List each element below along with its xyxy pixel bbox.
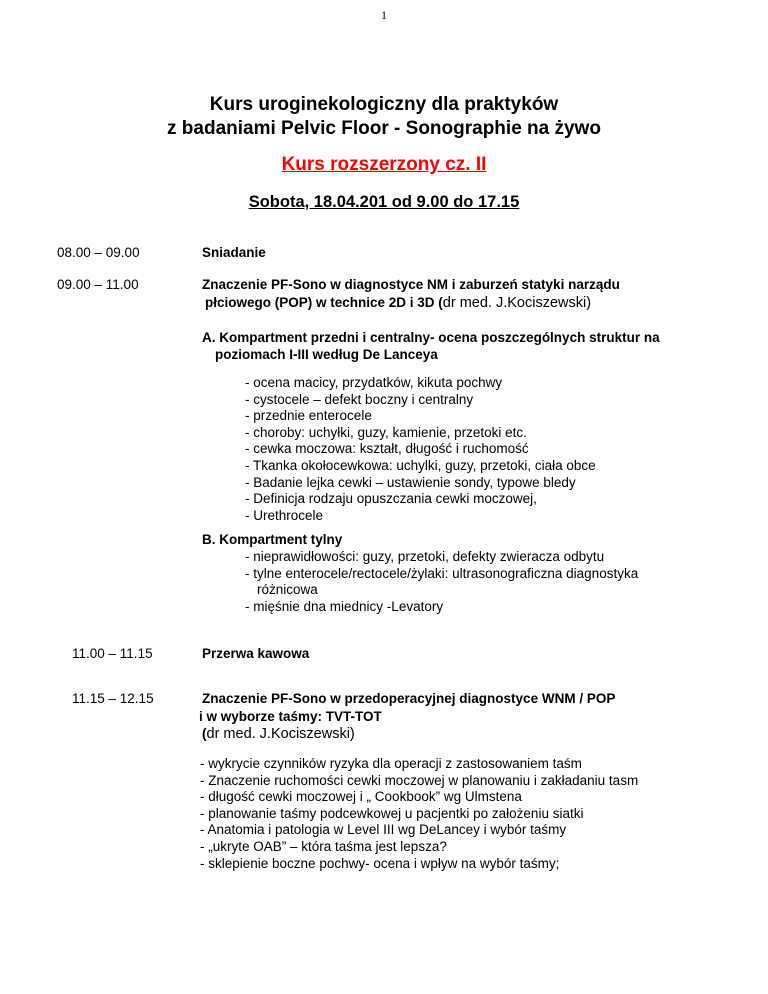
slot-title-line1: Znaczenie PF-Sono w diagnostyce NM i zaburzeń statyki narządu [202,277,620,292]
slot-title-bold-part: ( [202,726,207,741]
slot-title: Przerwa kawowa [202,646,310,661]
list-item: - wykrycie czynników ryzyka dla operacji z zastosowaniem taśm [200,756,582,771]
slot-title-bold-part: płciowego (POP) w technice 2D i 3D ( [205,295,443,310]
section-a-title-line1: A. Kompartment przedni i centralny- ocena poszczególnych struktur na [202,330,660,345]
slot-title-line3 [202,726,355,742]
slot-title-line2 [205,295,591,311]
section-b-title: B. Kompartment tylny [202,532,343,547]
section-b-list [245,549,638,615]
slot-title-line2: i w wyborze taśmy: TVT-TOT [199,709,382,724]
list-item: - ocena macicy, przydatków, kikuta pochwy [245,375,503,390]
list-item: - planowanie taśmy podcewkowej u pacjentki po założeniu siatki [200,805,584,821]
list-item: - choroby: uchyłki, guzy, kamienie, przetoki etc. [245,424,527,440]
list-item: - Badanie lejka cewki – ustawienie sondy, typowe bledy [245,474,576,490]
course-title-line2: z badaniami Pelvic Floor - Sonographie na żywo [167,118,601,139]
list-item: - Anatomia i patologia w Level III wg DeLancey i wybór taśmy [200,822,567,838]
list-item: - tylne enterocele/rectocele/żylaki: ultrasonograficzna diagnostyka [245,565,639,581]
list-item: różnicowa [257,582,318,598]
list-item: - długość cewki moczowej i „ Cookbook” wg Ulmstena [200,789,522,805]
list-item: - cystocele – defekt boczny i centralny [245,391,474,407]
page-number: 1 [381,8,387,22]
lecturer-name: dr med. J.Kociszewski) [442,295,592,311]
slot-time: 08.00 – 09.00 [57,245,140,260]
list-item: - mięśnie dna miednicy -Levatory [245,598,444,614]
list-item: - „ukryte OAB” – która taśma jest lepsza? [200,838,447,854]
list-item: - Tkanka okołocewkowa: uchylki, guzy, przetoki, ciała obce [245,457,596,473]
slot-title-line1: Znaczenie PF-Sono w przedoperacyjnej diagnostyce WNM / POP [202,691,616,706]
list-item: - sklepienie boczne pochwy- ocena i wpływ na wybór taśmy; [200,855,560,871]
slot4-list [200,756,638,872]
list-item: - Znaczenie ruchomości cewki moczowej w planowaniu i zakładaniu tasm [200,772,639,788]
list-item: - Definicja rodzaju opuszczania cewki moczowej, [245,491,537,507]
list-item: - Urethrocele [245,507,324,523]
lecturer-name: dr med. J.Kociszewski) [206,726,355,742]
list-item: - nieprawidłowości: guzy, przetoki, defekty zwieracza odbytu [245,549,605,564]
list-item: - cewka moczowa: kształt, długość i ruchomość [245,441,529,457]
slot-time: 11.00 – 11.15 [72,646,153,661]
section-a-title-line2: poziomach I-III według De Lanceya [215,347,438,362]
course-title-line1: Kurs uroginekologiczny dla praktyków [209,94,559,115]
slot-title: Sniadanie [202,245,266,260]
course-subtitle: Kurs rozszerzony cz. II [281,154,487,175]
section-a-list [245,375,596,524]
slot-time: 09.00 – 11.00 [57,277,139,292]
list-item: - przednie enterocele [245,408,372,424]
slot-time: 11.15 – 12.15 [72,691,154,706]
date-line: Sobota, 18.04.201 od 9.00 do 17.15 [248,193,520,211]
